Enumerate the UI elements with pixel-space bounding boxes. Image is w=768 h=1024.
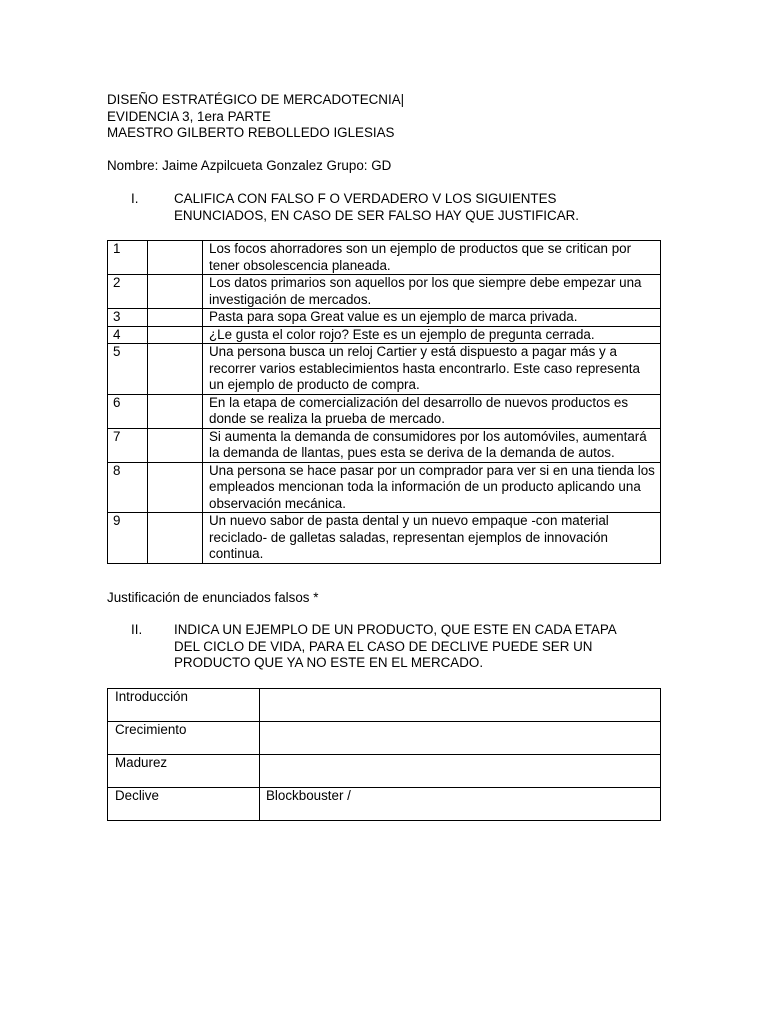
lifecycle-row — [108, 722, 661, 755]
statement-row — [108, 326, 661, 344]
statement-text: ¿Le gusta el color rojo? Este es un ejemplo de pregunta cerrada. — [203, 326, 661, 344]
statement-row — [108, 394, 661, 428]
lifecycle-row — [108, 755, 661, 788]
lifecycle-stage: Crecimiento — [108, 722, 260, 755]
answer-cell[interactable] — [148, 309, 203, 327]
statement-text: Una persona busca un reloj Cartier y está dispuesto a pagar más y a recorrer varios establecimientos hasta encontrarlo. Este caso representa un ejemplo de producto de compra. — [203, 344, 661, 395]
statement-row — [108, 309, 661, 327]
statement-row — [108, 513, 661, 564]
statement-text: Una persona se hace pasar por un comprador para ver si en una tienda los empleados mencionan toda la información de un producto aplicando una observación mecánica. — [203, 462, 661, 513]
statement-number: 2 — [108, 275, 148, 309]
section-number: I. — [131, 191, 139, 206]
answer-cell[interactable] — [148, 241, 203, 275]
section-1-heading — [107, 191, 667, 225]
lifecycle-stage: Madurez — [108, 755, 260, 788]
document-header — [107, 92, 667, 142]
lifecycle-example[interactable] — [260, 722, 661, 755]
statement-number: 7 — [108, 428, 148, 462]
true-false-table — [107, 240, 661, 564]
statement-text: Los focos ahorradores son un ejemplo de productos que se critican por tener obsolescencia planeada. — [203, 241, 661, 275]
statement-row — [108, 275, 661, 309]
statement-row — [108, 462, 661, 513]
statement-number: 3 — [108, 309, 148, 327]
section-2-heading — [107, 622, 667, 672]
statement-text: Si aumenta la demanda de consumidores por los automóviles, aumentará la demanda de llantas, pues esta se deriva de la demanda de autos. — [203, 428, 661, 462]
lifecycle-stage: Declive — [108, 788, 260, 821]
statement-number: 9 — [108, 513, 148, 564]
answer-cell[interactable] — [148, 394, 203, 428]
statement-row — [108, 428, 661, 462]
answer-cell[interactable] — [148, 344, 203, 395]
statement-number: 1 — [108, 241, 148, 275]
lifecycle-row — [108, 788, 661, 821]
statement-row — [108, 344, 661, 395]
statement-number: 5 — [108, 344, 148, 395]
lifecycle-table — [107, 688, 661, 821]
teacher-name: MAESTRO GILBERTO REBOLLEDO IGLESIAS — [107, 125, 395, 140]
section-instruction: CALIFICA CON FALSO F O VERDADERO V LOS SIGUIENTES ENUNCIADOS, EN CASO DE SER FALSO HAY QUE JUSTIFICAR. — [174, 191, 580, 223]
student-info: Nombre: Jaime Azpilcueta Gonzalez Grupo: GD — [107, 158, 392, 173]
justification-label: Justificación de enunciados falsos * — [107, 590, 319, 605]
statement-text: Un nuevo sabor de pasta dental y un nuevo empaque -con material reciclado- de galletas saladas, representan ejemplos de innovación continua. — [203, 513, 661, 564]
lifecycle-stage: Introducción — [108, 689, 260, 722]
answer-cell[interactable] — [148, 326, 203, 344]
answer-cell[interactable] — [148, 428, 203, 462]
section-instruction: INDICA UN EJEMPLO DE UN PRODUCTO, QUE ESTE EN CADA ETAPA DEL CICLO DE VIDA, PARA EL CASO DE DECLIVE PUEDE SER UN PRODUCTO QUE YA NO ESTE EN EL MERCADO. — [174, 622, 616, 670]
statement-text: Los datos primarios son aquellos por los que siempre debe empezar una investigación de mercados. — [203, 275, 661, 309]
answer-cell[interactable] — [148, 513, 203, 564]
statement-number: 8 — [108, 462, 148, 513]
section-number: II. — [131, 622, 143, 637]
statement-row — [108, 241, 661, 275]
assignment-title: EVIDENCIA 3, 1era PARTE — [107, 108, 271, 124]
statement-text: Pasta para sopa Great value es un ejemplo de marca privada. — [203, 309, 661, 327]
lifecycle-example[interactable]: Blockbouster / — [260, 788, 661, 821]
answer-cell[interactable] — [148, 462, 203, 513]
statement-number: 6 — [108, 394, 148, 428]
course-title: DISEÑO ESTRATÉGICO DE MERCADOTECNIA| — [107, 92, 405, 107]
lifecycle-example[interactable] — [260, 689, 661, 722]
lifecycle-row — [108, 689, 661, 722]
answer-cell[interactable] — [148, 275, 203, 309]
statement-text: En la etapa de comercialización del desarrollo de nuevos productos es donde se realiza la prueba de mercado. — [203, 394, 661, 428]
statement-number: 4 — [108, 326, 148, 344]
lifecycle-example[interactable] — [260, 755, 661, 788]
